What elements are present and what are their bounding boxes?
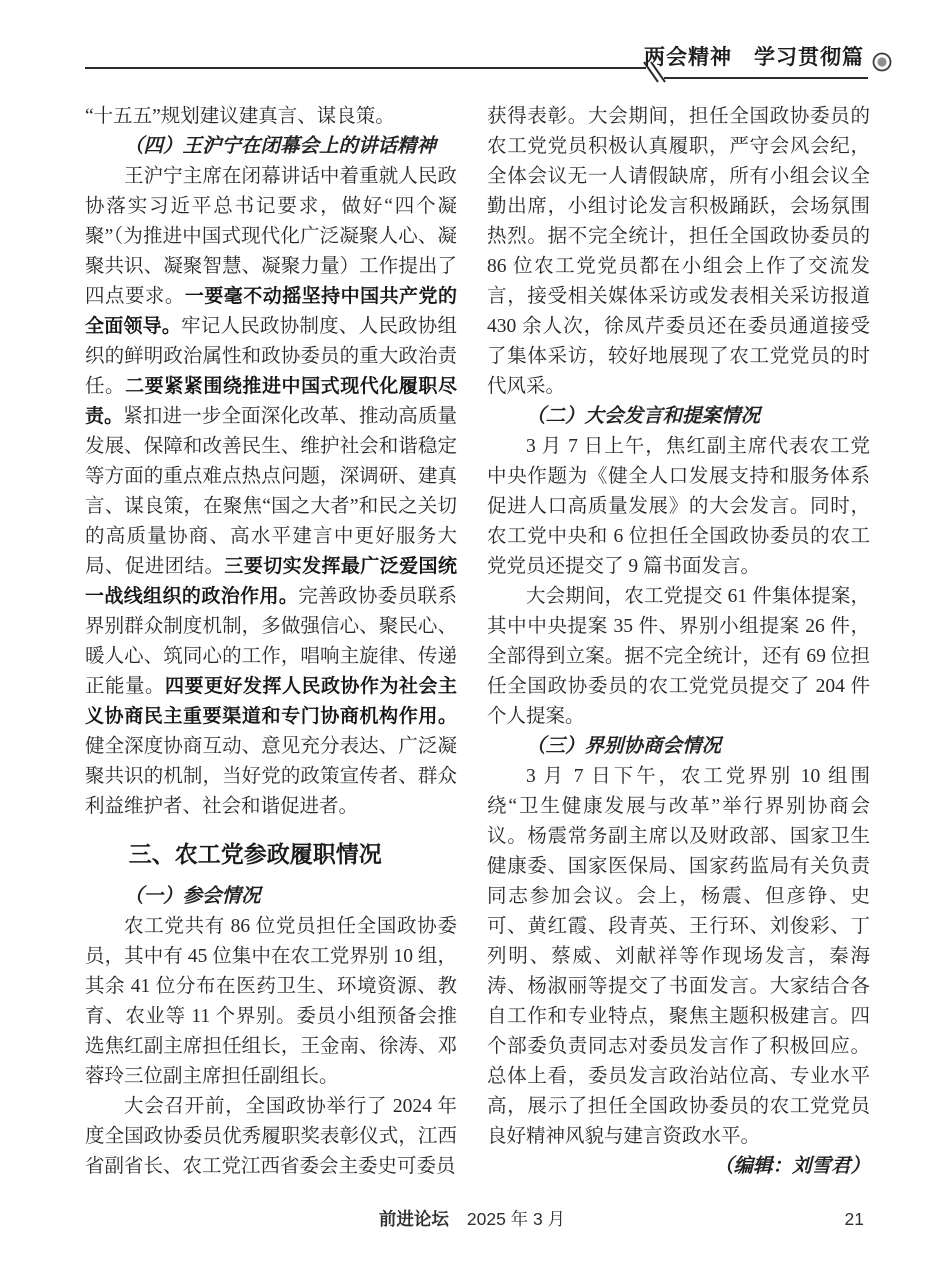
text-segment-bold: 一要毫不动摇坚持中国共产党的全面领导。 [85,286,457,337]
text-segment: 完善政协委员联系界别群众制度机制，多做强信心、聚民心、暖人心、筑同心的工作，唱响主旋律、传递正能量。 [85,586,457,697]
subsection-title-1: （一）参会情况 [124,886,261,907]
text-segment: 紧扣进一步全面深化改革、推动高质量发展、保障和改善民生、维护社会和谐稳定等方面的重点难点热点问题，深调研、建真言、谋良策，在聚焦“国之大者”和民之关切的高质量协商、高水平建言中更好服务大局、促进团结。 [85,406,457,577]
text-segment-bold: 三要切实发挥最广泛爱国统一战线组织的政治作用。 [85,556,457,607]
paragraph-proposals: 大会期间，农工党提交 61 件集体提案，其中中央提案 35 件、界别小组提案 26 件，全部得到立案。据不完全统计，还有 69 位担任全国政协委员的农工党党员提交了 204 件个人提案。 [487,586,870,727]
paragraph-wang-speech [85,162,457,822]
subsection-title-2: （二）大会发言和提案情况 [526,406,761,427]
subsection-title-3: （三）界别协商会情况 [526,736,722,757]
header-section-tagline: 两会精神 学习贯彻篇 [644,46,864,69]
paragraph-speech: 3 月 7 日上午，焦红副主席代表农工党中央作题为《健全人口发展支持和服务体系 促进人口高质量发展》的大会发言。同时，农工党中央和 6 位担任全国政协委员的农工党党员还提交了 9 篇书面发言。 [487,436,870,577]
text-segment: 王沪宁主席在闭幕讲话中着重就人民政协落实习近平总书记要求，做好“四个凝聚”（为推进中国式现代化广泛凝聚人心、凝聚共识、凝聚智慧、凝聚力量）工作提出了四点要求。 [85,166,457,307]
text-segment: 牢记人民政协制度、人民政协组织的鲜明政治属性和政协委员的重大政治责任。 [85,316,457,397]
target-circle-icon [872,52,892,72]
paragraph-award-start: 大会召开前，全国政协举行了 2024 年度全国政协委员优秀履职奖表彰仪式，江西省副省长、农工党江西省委会主委史可委员 [85,1096,457,1177]
text-segment-bold: 二要紧紧围绕推进中国式现代化履职尽责。 [85,376,457,427]
editor-credit: （编辑：刘雪君） [713,1156,870,1177]
paragraph-award-continued: 获得表彰。大会期间，担任全国政协委员的农工党党员积极认真履职，严守会风会纪，全体会议无一人请假缺席，所有小组会议全勤出席，小组讨论发言积极踊跃，会场氛围热烈。据不完全统计，担任全国政协委员的 86 位农工党党员都在小组会上作了交流发言，接受相关媒体采访或发表相关采访报道 430 余人次，徐凤芹委员还在委员通道接受了集体采访，较好地展现了农工党党员的时代风采。 [487,106,870,397]
footer-center [0,1205,944,1233]
column-left [85,102,457,1182]
text-segment: 健全深度协商互动、意见充分表达、广泛凝聚共识的机制，当好党的政策宣传者、群众利益维护者、社会和谐促进者。 [85,736,457,817]
column-right [487,102,870,1182]
paragraph-attendance: 农工党共有 86 位党员担任全国政协委员，其中有 45 位集中在农工党界别 10 组，其余 41 位分布在医药卫生、环境资源、教育、农业等 11 个界别。委员小组预备会推选焦红副主席担任组长，王金南、徐涛、邓蓉玲三位副主席担任副组长。 [85,916,457,1087]
paragraph-consultation: 3 月 7 日下午，农工党界别 10 组围绕“卫生健康发展与改革”举行界别协商会议。杨震常务副主席以及财政部、国家卫生健康委、国家医保局、国家药监局有关负责同志参加会议。会上，杨震、但彦铮、史可、黄红霞、段青英、王行环、刘俊彩、丁列明、蔡威、刘献祥等作现场发言，秦海涛、杨淑丽等提交了书面发言。大家结合各自工作和专业特点，聚焦主题积极建言。四个部委负责同志对委员发言作了积极回应。总体上看，委员发言政治站位高、专业水平高，展示了担任全国政协委员的农工党党员良好精神风貌与建言资政水平。 [487,766,870,1147]
text-segment-bold: 四要更好发挥人民政协作为社会主义协商民主重要渠道和专门协商机构作用。 [85,676,457,727]
paragraph-carryover: “十五五”规划建议建真言、谋良策。 [85,106,395,127]
page-number: 21 [844,1209,864,1229]
section-title-3: 三、农工党参政履职情况 [128,841,382,867]
issue-date: 2025 年 3 月 [466,1209,566,1229]
journal-name: 前进论坛 [378,1209,449,1229]
subsection-title-4: （四）王沪宁在闭幕会上的讲话精神 [124,136,437,157]
page-footer [0,1205,944,1233]
